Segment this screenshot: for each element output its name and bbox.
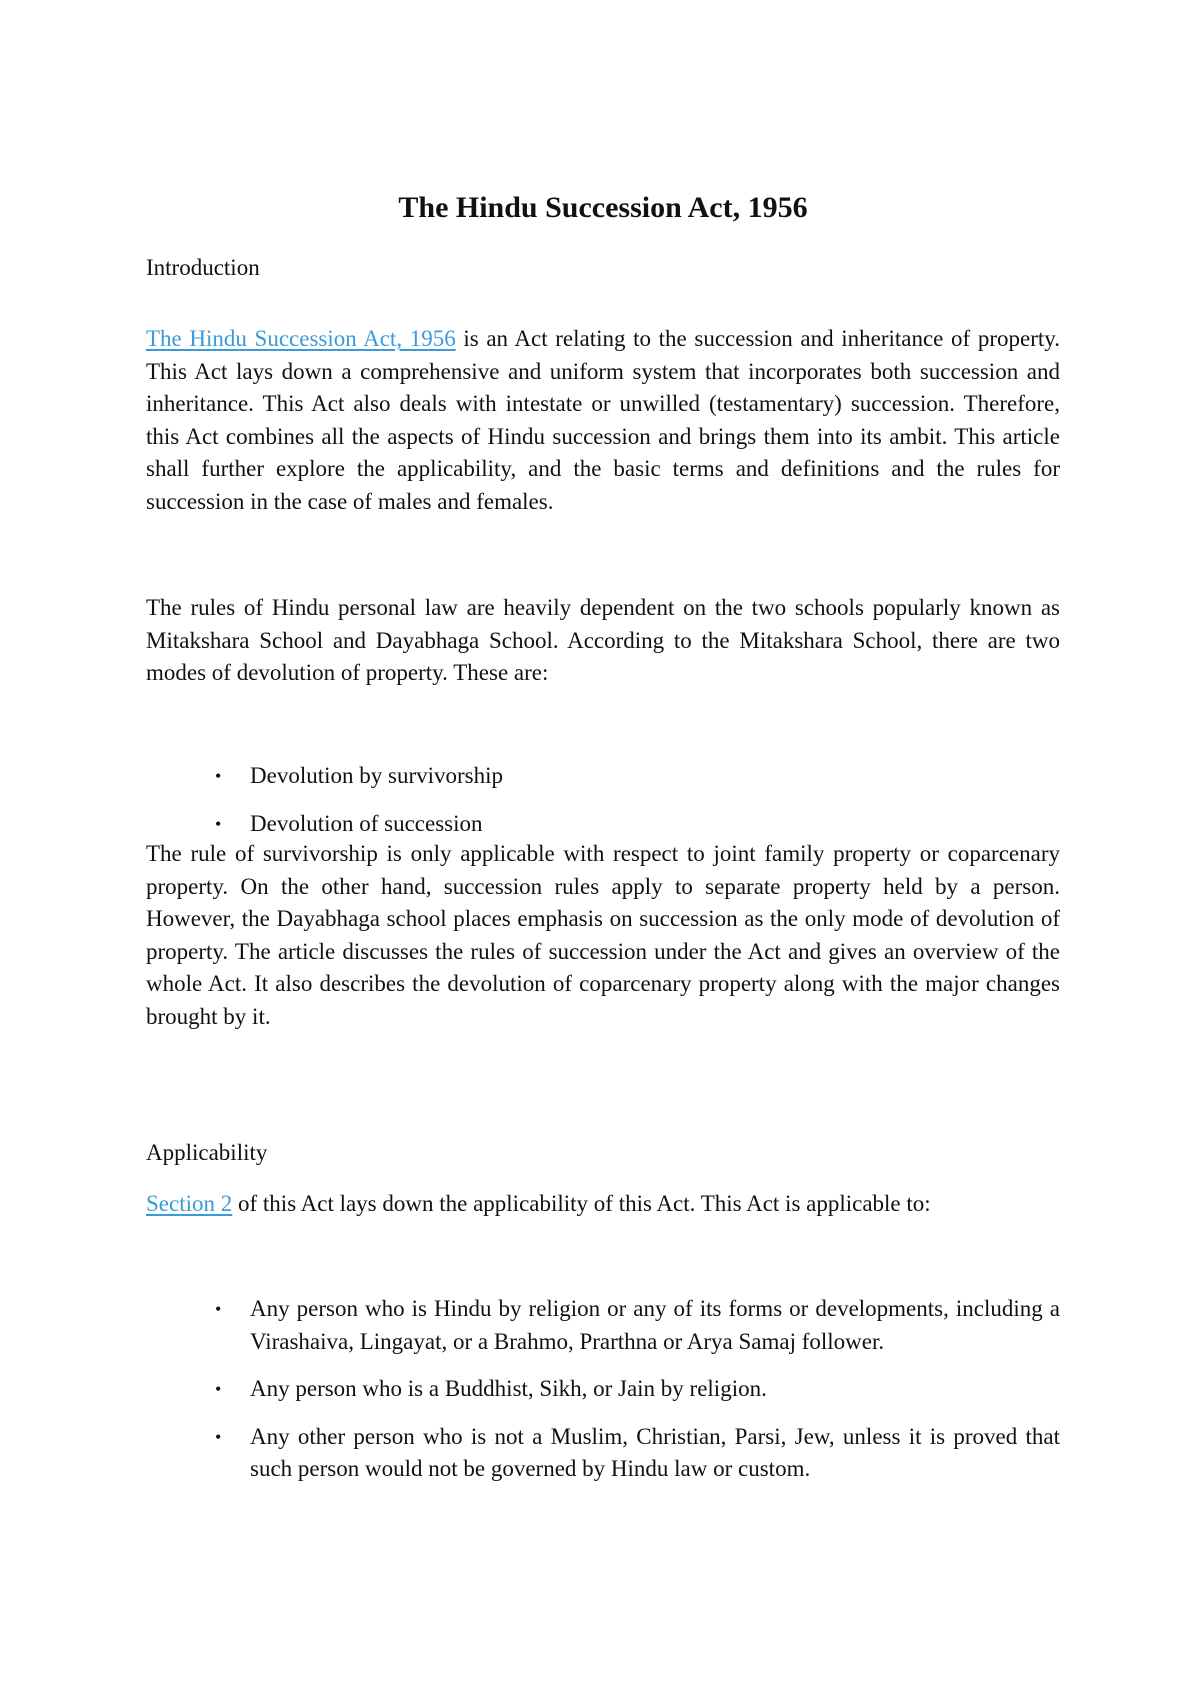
list-item-text: Devolution by survivorship xyxy=(250,763,503,788)
devolution-modes-list xyxy=(146,760,1060,840)
list-item xyxy=(146,1293,1060,1358)
bullet-icon: • xyxy=(215,1299,222,1319)
list-item-text: Any person who is Hindu by religion or any of its forms or developments, including a Virashaiva, Lingayat, or a Brahmo, Prarthna or Arya Samaj follower. xyxy=(250,1296,1060,1354)
bullet-icon: • xyxy=(215,1379,222,1400)
introduction-paragraph-1-text: is an Act relating to the succession and inheritance of property. This Act lays down a comprehensive and uniform system that incorporates both succession and inheritance. This Act also deals with intestate or unwilled (testamentary) succession. Therefore, this Act combines all the aspects of Hindu succession and brings them into its ambit. This article shall further explore the applicability, and the basic terms and definitions and the rules for succession in the case of males and females. xyxy=(146,326,1061,514)
bullet-icon: • xyxy=(215,1426,222,1447)
list-item xyxy=(146,1421,1060,1486)
document-title: The Hindu Succession Act, 1956 xyxy=(398,191,808,224)
applicability-list xyxy=(146,1293,1060,1486)
list-item-text: Devolution of succession xyxy=(250,810,483,836)
list-item xyxy=(146,760,1060,793)
list-item-text: Any person who is a Buddhist, Sikh, or Jain by religion. xyxy=(250,1376,767,1402)
list-item xyxy=(146,1373,1060,1406)
introduction-paragraph-1 xyxy=(146,323,1060,519)
section-2-link[interactable]: Section 2 xyxy=(146,1191,233,1216)
applicability-paragraph-text: of this Act lays down the applicability of this Act. This Act is applicable to: xyxy=(232,1191,931,1216)
bullet-icon: • xyxy=(215,766,222,786)
hindu-succession-act-link[interactable]: The Hindu Succession Act, 1956 xyxy=(146,326,456,351)
introduction-paragraph-2: The rules of Hindu personal law are heavily dependent on the two schools popularly known as Mitakshara School and Dayabhaga School. According to the Mitakshara School, there are two modes of devolution of property. These are: xyxy=(146,595,1060,686)
bullet-icon: • xyxy=(215,813,222,834)
applicability-paragraph xyxy=(146,1188,1060,1221)
introduction-paragraph-3: The rule of survivorship is only applicable with respect to joint family property or coparcenary property. On the other hand, succession rules apply to separate property held by a person. However, the Dayabhaga school places emphasis on succession as the only mode of devolution of property. The article discusses the rules of succession under the Act and gives an overview of the whole Act. It also describes the devolution of coparcenary property along with the major changes brought by it. xyxy=(146,841,1060,1029)
list-item-text: Any other person who is not a Muslim, Christian, Parsi, Jew, unless it is proved that such person would not be governed by Hindu law or custom. xyxy=(250,1423,1060,1482)
list-item xyxy=(146,808,1060,841)
applicability-heading: Applicability xyxy=(146,1140,268,1165)
introduction-heading: Introduction xyxy=(146,255,260,280)
